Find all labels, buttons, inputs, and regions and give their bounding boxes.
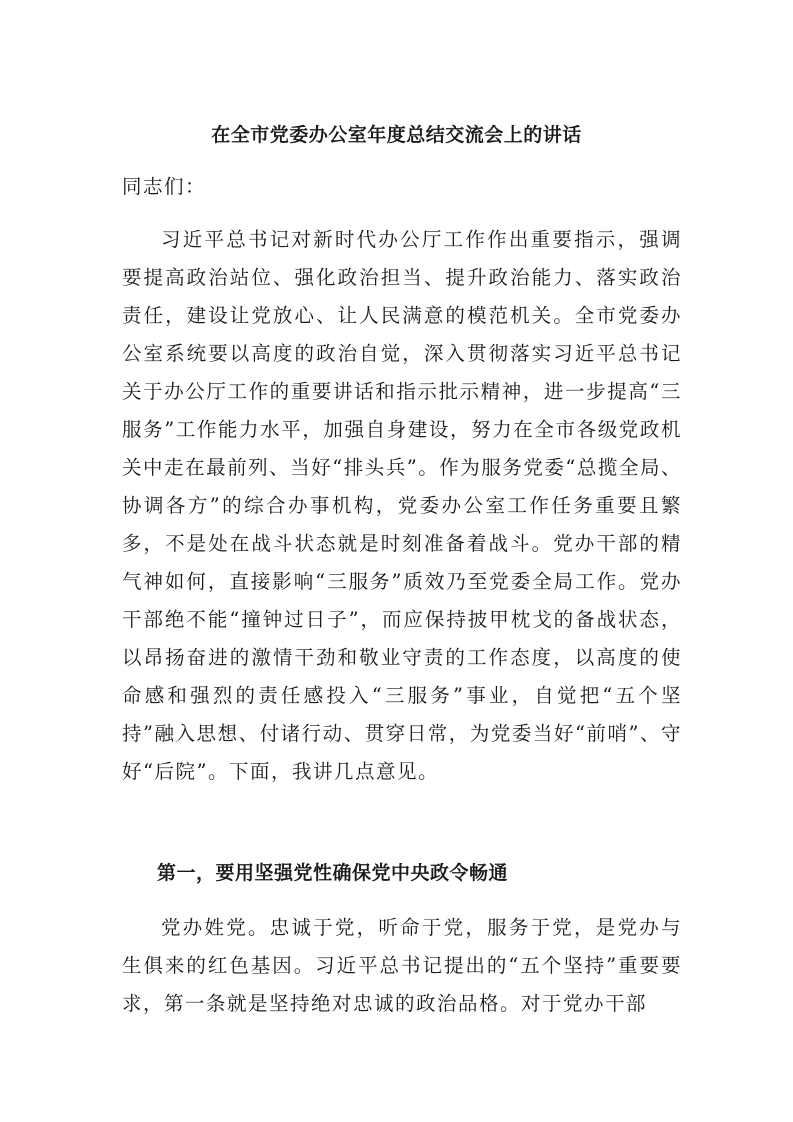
section-heading-first: 第一，要用坚强党性确保党中央政令畅通 xyxy=(157,862,509,884)
body-paragraph-first-section: 党办姓党。忠诚于党，听命于党，服务于党，是党办与生俱来的红色基因。习近平总书记提出的“五个坚持”重要要求，第一条就是坚持绝对忠诚的政治品格。对于党办干部 xyxy=(122,916,682,1015)
salutation: 同志们： xyxy=(122,175,207,198)
document-title: 在全市党委办公室年度总结交流会上的讲话 xyxy=(211,124,582,146)
body-paragraph-intro: 习近平总书记对新时代办公厅工作作出重要指示，强调要提高政治站位、强化政治担当、提升政治能力、落实政治责任，建设让党放心、让人民满意的模范机关。全市党委办公室系统要以高度的政治自觉，深入贯彻落实习近平总书记关于办公厅工作的重要讲话和指示批示精神，进一步提高“三服务”工作能力水平，加强自身建设，努力在全市各级党政机关中走在最前列、当好“排头兵”。作为服务党委“总揽全局、协调各方”的综合办事机构，党委办公室工作任务重要且繁多，不是处在战斗状态就是时刻准备着战斗。党办干部的精气神如何，直接影响“三服务”质效乃至党委全局工作。党办干部绝不能“撞钟过日子”，而应保持披甲枕戈的备战状态，以昂扬奋进的激情干劲和敬业守责的工作态度，以高度的使命感和强烈的责任感投入“三服务”事业，自觉把“五个坚持”融入思想、付诸行动、贯穿日常，为党委当好“前哨”、守好“后院”。下面，我讲几点意见。 xyxy=(122,228,682,783)
